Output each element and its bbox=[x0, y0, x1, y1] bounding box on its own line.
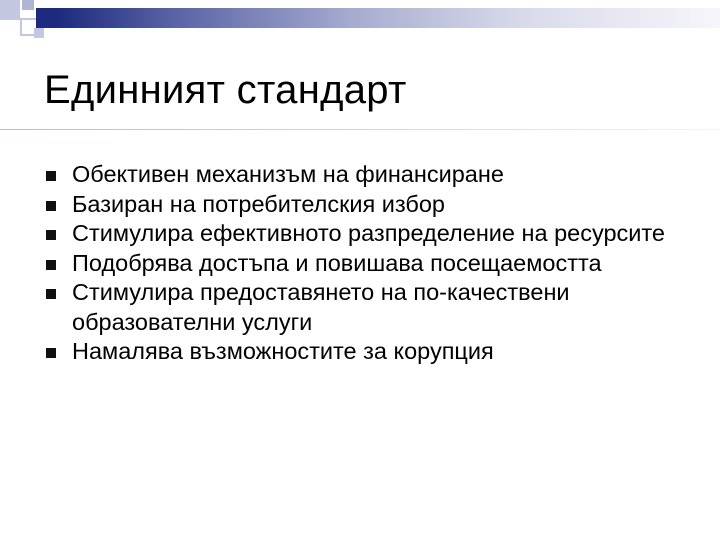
decorative-gradient-bar bbox=[56, 8, 720, 28]
slide-title: Единният стандарт bbox=[44, 68, 407, 112]
square-bullet-icon bbox=[46, 260, 56, 270]
decorative-square-dark bbox=[36, 8, 56, 28]
decorative-square bbox=[34, 28, 44, 38]
square-bullet-icon bbox=[46, 348, 56, 358]
list-item-text: Базиран на потребителския избор bbox=[72, 190, 446, 217]
bullet-list bbox=[44, 160, 704, 367]
list-item bbox=[44, 278, 704, 337]
list-item-text: Намалява възможностите за корупция bbox=[72, 338, 494, 364]
list-item-text: Обективен механизъм на финансиране bbox=[72, 161, 504, 187]
list-item bbox=[44, 337, 704, 367]
decorative-square bbox=[0, 0, 20, 20]
square-bullet-icon bbox=[46, 201, 56, 211]
list-item bbox=[44, 160, 704, 190]
square-bullet-icon bbox=[46, 171, 56, 181]
list-item-text: Подобрява достъпа и повишава посещаемостта bbox=[72, 249, 602, 276]
square-bullet-icon bbox=[46, 230, 56, 240]
list-item bbox=[44, 249, 704, 279]
decorative-square bbox=[22, 0, 34, 10]
title-divider bbox=[0, 129, 720, 130]
decorative-header-band bbox=[0, 0, 720, 40]
square-bullet-icon bbox=[46, 289, 56, 299]
list-item-text: Стимулира предоставянето на по-качествени образователни услуги bbox=[72, 279, 570, 335]
list-item bbox=[44, 219, 704, 249]
list-item-text: Стимулира ефективното разпределение на ресурсите bbox=[72, 220, 665, 246]
list-item bbox=[44, 190, 704, 220]
